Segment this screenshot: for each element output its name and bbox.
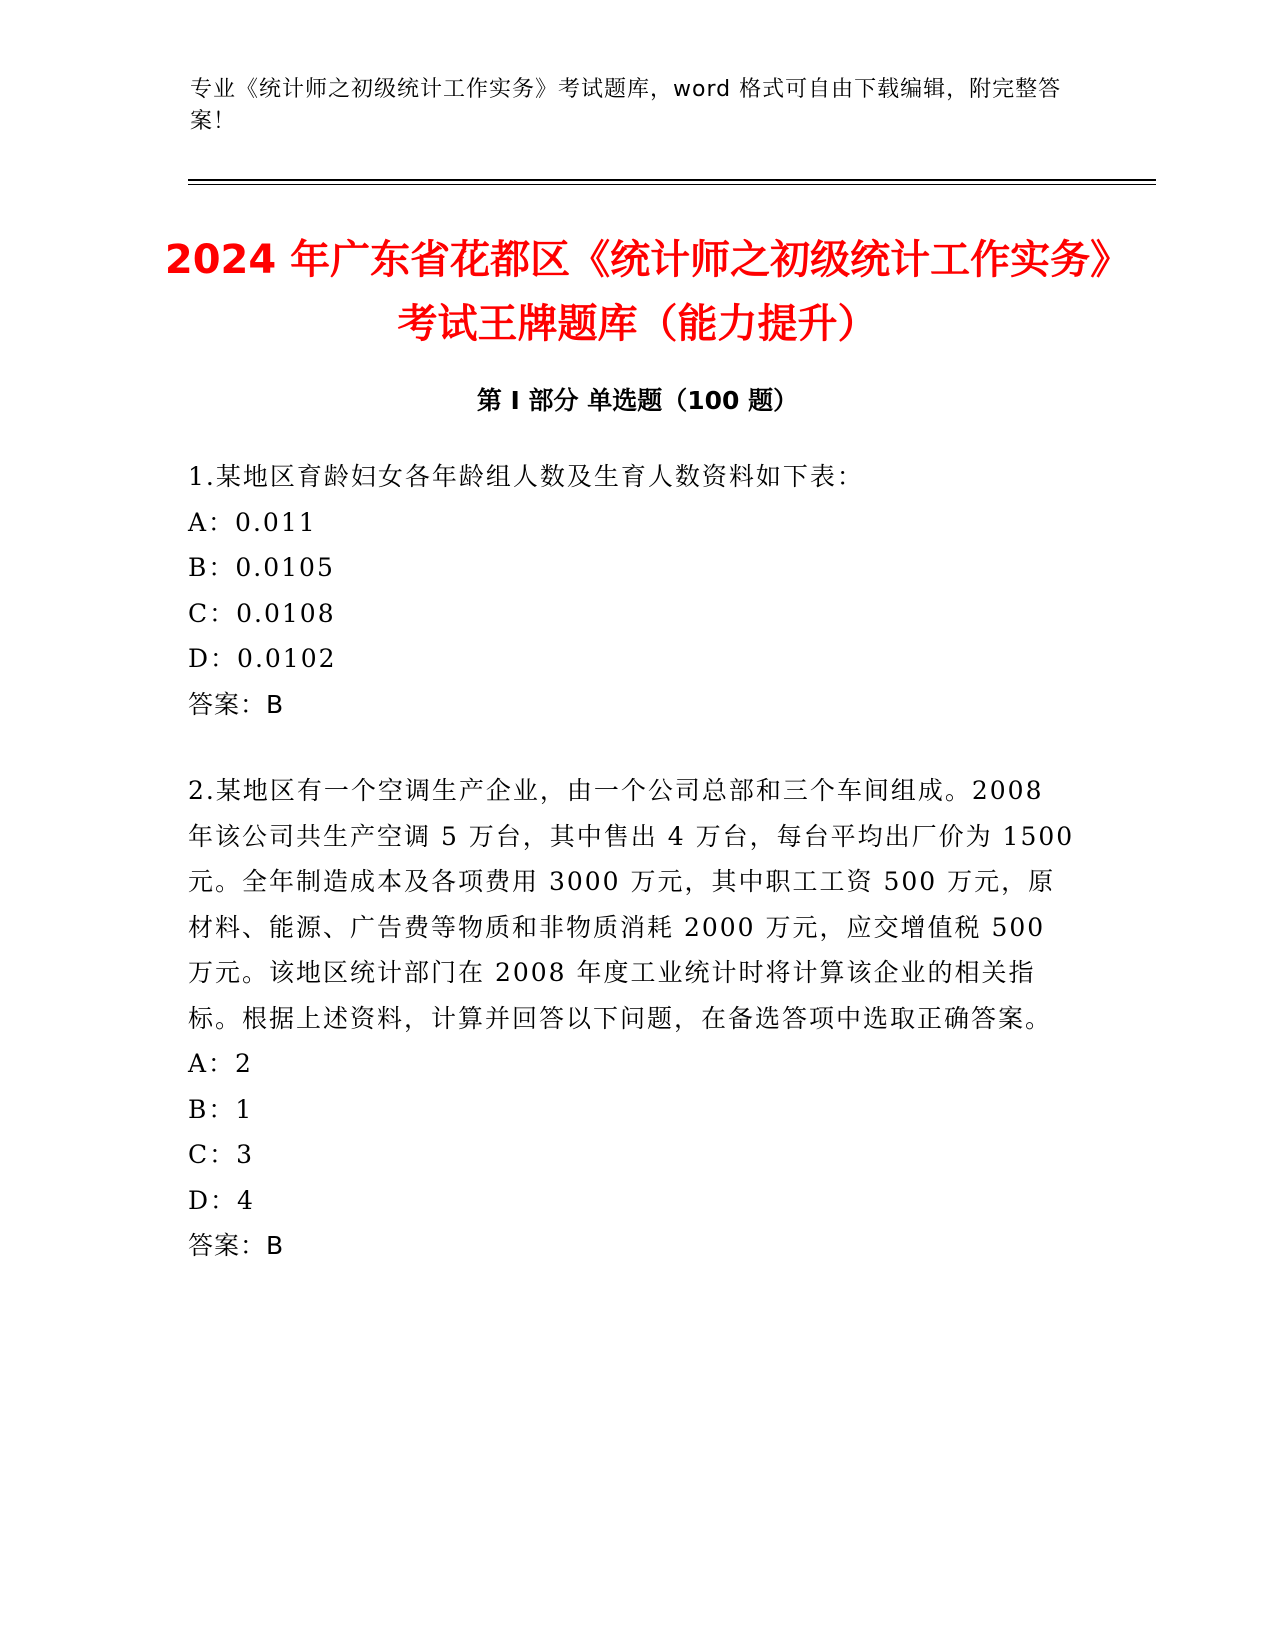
question-1 (188, 454, 1078, 727)
option-d: D：4 (188, 1185, 255, 1215)
option-a: A：2 (188, 1049, 253, 1078)
option-b: B：1 (188, 1094, 254, 1124)
question-stem: 2.某地区有一个空调生产企业，由一个公司总部和三个车间组成。2008 年该公司共生产空调 5 万台，其中售出 4 万台，每台平均出厂价为 1500 元。全年制造成本及各项费用 3000 万元，其中职工工资 500 万元，原材料、能源、广告费等物质和非物质消耗 2000 万元，应交增值税 500 万元。该地区统计部门在 2008 年度工业统计时将计算该企业的相关指标。根据上述资料，计算并回答以下问题，在备选答项中选取正确答案。 (188, 776, 1075, 1033)
option-b: B：0.0105 (188, 553, 335, 582)
option-d: D：0.0102 (188, 644, 337, 673)
question-2 (188, 768, 1078, 1269)
option-c: C：3 (188, 1140, 255, 1169)
question-stem: 1.某地区育龄妇女各年龄组人数及生育人数资料如下表： (188, 462, 864, 491)
header-note: 专业《统计师之初级统计工作实务》考试题库，word 格式可自由下载编辑，附完整答案！ (190, 77, 1062, 134)
option-a: A：0.011 (188, 507, 317, 537)
header-divider-thick (188, 179, 1156, 181)
answer-line: 答案：B (188, 689, 285, 719)
option-c: C：0.0108 (188, 598, 336, 628)
document-title: 2024 年广东省花都区《统计师之初级统计工作实务》考试王牌题库（能力提升） (164, 237, 1111, 347)
header-divider-thin (188, 184, 1156, 185)
answer-line: 答案：B (188, 1231, 285, 1260)
section-title: 第 I 部分 单选题（100 题） (476, 386, 799, 415)
